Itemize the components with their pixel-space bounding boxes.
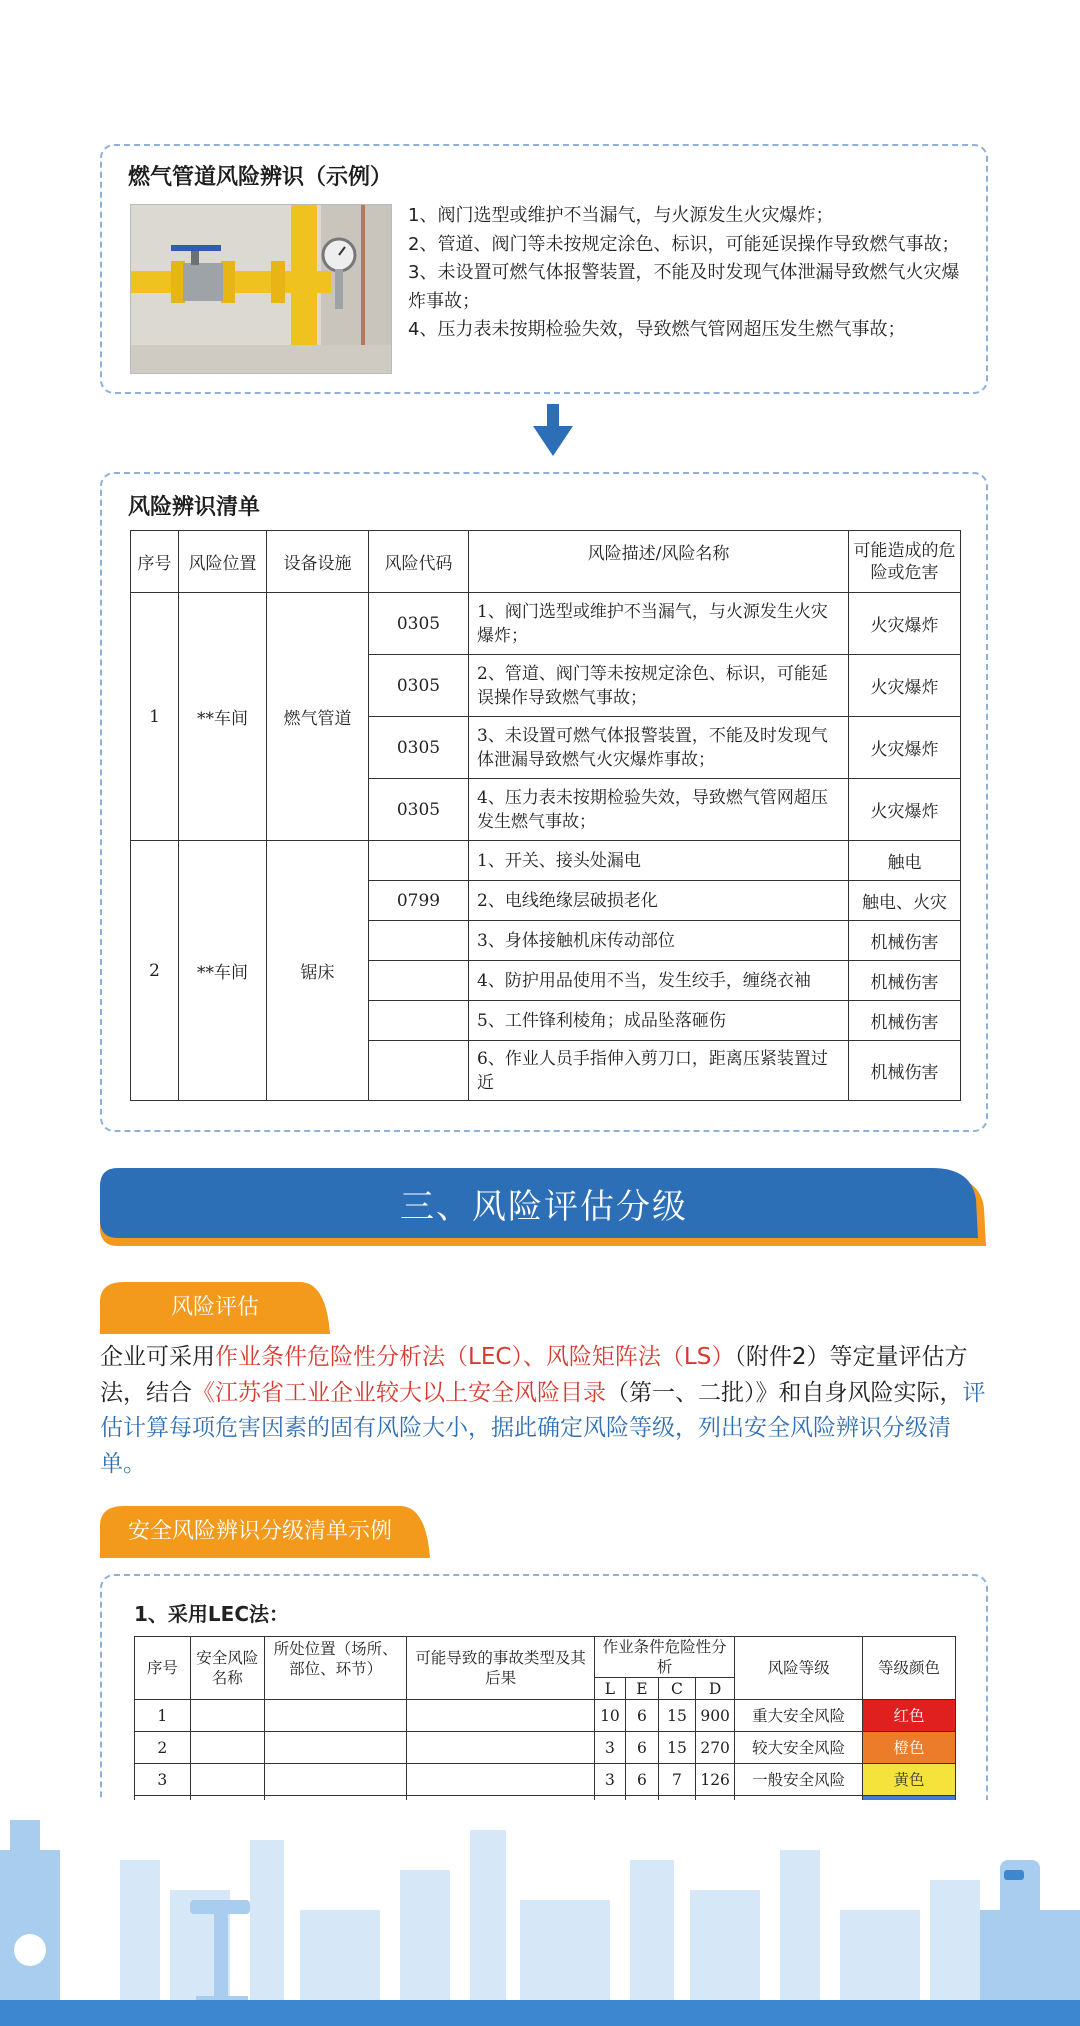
row-hazard: 机械伤害 bbox=[849, 1041, 961, 1101]
row-d: 270 bbox=[696, 1732, 735, 1764]
header-cell: C bbox=[658, 1678, 695, 1700]
header-cell: L bbox=[594, 1678, 625, 1700]
row-location: **车间 bbox=[179, 593, 267, 841]
row-hazard: 机械伤害 bbox=[849, 961, 961, 1001]
arrow-down-icon bbox=[533, 404, 573, 458]
row-name bbox=[190, 1732, 264, 1764]
row-code bbox=[369, 961, 469, 1001]
row-e: 6 bbox=[625, 1764, 658, 1796]
row-level: 较大安全风险 bbox=[735, 1732, 863, 1764]
lec-header-row bbox=[135, 1637, 956, 1678]
row-code: 0305 bbox=[369, 717, 469, 779]
gas-pipe-risk-card bbox=[100, 144, 988, 394]
row-no: 3 bbox=[135, 1764, 191, 1796]
row-level: 一般安全风险 bbox=[735, 1764, 863, 1796]
row-no: 2 bbox=[131, 841, 179, 1101]
header-cell: 风险等级 bbox=[735, 1637, 863, 1700]
row-no: 2 bbox=[135, 1732, 191, 1764]
row-accident bbox=[407, 1700, 595, 1732]
header-cell: 序号 bbox=[131, 531, 179, 593]
row-c: 15 bbox=[658, 1732, 695, 1764]
row-desc: 6、作业人员手指伸入剪刀口，距离压紧装置过近 bbox=[469, 1041, 849, 1101]
row-code bbox=[369, 1001, 469, 1041]
header-cell: 风险位置 bbox=[179, 531, 267, 593]
row-hazard: 触电 bbox=[849, 841, 961, 881]
risk-list-table bbox=[130, 530, 961, 1101]
row-hazard: 机械伤害 bbox=[849, 921, 961, 961]
row-hazard: 触电、火灾 bbox=[849, 881, 961, 921]
row-name bbox=[190, 1700, 264, 1732]
risk-list bbox=[408, 202, 964, 345]
row-desc: 4、压力表未按期检验失效，导致燃气管网超压发生燃气事故； bbox=[469, 779, 849, 841]
row-hazard: 火灾爆炸 bbox=[849, 593, 961, 655]
para-text: （附件2）等定量评估方法，结合 bbox=[100, 1344, 968, 1406]
row-color: 橙色 bbox=[863, 1732, 956, 1764]
header-cell: 等级颜色 bbox=[863, 1637, 956, 1700]
header-cell: 序号 bbox=[135, 1637, 191, 1700]
row-code bbox=[369, 841, 469, 881]
header-cell: 作业条件危险性分析 bbox=[594, 1637, 734, 1678]
header-cell: 所处位置（场所、部位、环节） bbox=[264, 1637, 406, 1700]
lec-title: 1、采用LEC法： bbox=[134, 1602, 289, 1626]
table-header-row bbox=[131, 531, 961, 593]
row-code: 0305 bbox=[369, 655, 469, 717]
row-no: 1 bbox=[131, 593, 179, 841]
row-l: 10 bbox=[594, 1700, 625, 1732]
row-equipment: 锯床 bbox=[267, 841, 369, 1101]
row-c: 15 bbox=[658, 1700, 695, 1732]
row-hazard: 火灾爆炸 bbox=[849, 779, 961, 841]
risk-assessment-tab bbox=[100, 1282, 330, 1334]
header-cell: 可能造成的危险或危害 bbox=[849, 531, 961, 593]
row-desc: 1、开关、接头处漏电 bbox=[469, 841, 849, 881]
tab-label: 安全风险辨识分级清单示例 bbox=[127, 1519, 392, 1544]
para-highlight-blue: 评估计算每项危害因素的固有风险大小，据此确定风险等级，列出安全风险辨识分级清单。 bbox=[100, 1379, 986, 1477]
gas-pipe-photo bbox=[130, 204, 392, 374]
row-equipment: 燃气管道 bbox=[267, 593, 369, 841]
row-c: 7 bbox=[658, 1764, 695, 1796]
row-color: 黄色 bbox=[863, 1764, 956, 1796]
row-d: 126 bbox=[696, 1764, 735, 1796]
row-place bbox=[264, 1732, 406, 1764]
row-l: 3 bbox=[594, 1732, 625, 1764]
assessment-paragraph bbox=[100, 1340, 990, 1482]
table-row bbox=[135, 1732, 956, 1764]
row-code: 0305 bbox=[369, 593, 469, 655]
row-accident bbox=[407, 1764, 595, 1796]
header-cell: 可能导致的事故类型及其后果 bbox=[407, 1637, 595, 1700]
risk-list-example-tab bbox=[100, 1506, 430, 1558]
risk-identification-card bbox=[100, 472, 988, 1132]
risk-item: 1、阀门选型或维护不当漏气，与火源发生火灾爆炸； bbox=[408, 205, 834, 226]
table-row bbox=[135, 1764, 956, 1796]
row-code: 0305 bbox=[369, 779, 469, 841]
row-e: 6 bbox=[625, 1700, 658, 1732]
row-color: 红色 bbox=[863, 1700, 956, 1732]
para-highlight-red: 作业条件危险性分析法（LEC）、风险矩阵法（LS） bbox=[215, 1344, 735, 1370]
industrial-skyline-decoration bbox=[0, 1800, 1080, 2026]
risk-item: 4、压力表未按期检验失效，导致燃气管网超压发生燃气事故； bbox=[408, 319, 906, 340]
para-text: （第一、二批）》和自身风险实际， bbox=[606, 1379, 963, 1406]
row-level: 重大安全风险 bbox=[735, 1700, 863, 1732]
risk-item: 3、未设置可燃气体报警装置，不能及时发现气体泄漏导致燃气火灾爆炸事故； bbox=[408, 262, 960, 312]
table-row bbox=[131, 593, 961, 655]
header-cell: 风险代码 bbox=[369, 531, 469, 593]
table-row bbox=[135, 1700, 956, 1732]
row-desc: 2、管道、阀门等未按规定涂色、标识，可能延误操作导致燃气事故； bbox=[469, 655, 849, 717]
tab-label: 风险评估 bbox=[170, 1295, 259, 1320]
row-l: 3 bbox=[594, 1764, 625, 1796]
row-code: 0799 bbox=[369, 881, 469, 921]
header-cell: E bbox=[625, 1678, 658, 1700]
header-cell: D bbox=[696, 1678, 735, 1700]
header-cell: 设备设施 bbox=[267, 531, 369, 593]
row-name bbox=[190, 1764, 264, 1796]
row-code bbox=[369, 1041, 469, 1101]
row-desc: 5、工件锋利棱角；成品坠落砸伤 bbox=[469, 1001, 849, 1041]
card-title: 风险辨识清单 bbox=[128, 495, 261, 520]
row-code bbox=[369, 921, 469, 961]
para-text: 企业可采用 bbox=[100, 1344, 215, 1370]
row-hazard: 机械伤害 bbox=[849, 1001, 961, 1041]
card-title: 燃气管道风险辨识（示例） bbox=[128, 165, 393, 190]
row-place bbox=[264, 1764, 406, 1796]
row-location: **车间 bbox=[179, 841, 267, 1101]
row-desc: 1、阀门选型或维护不当漏气，与火源发生火灾爆炸； bbox=[469, 593, 849, 655]
section-banner bbox=[100, 1168, 988, 1246]
gas-pipe-illustration bbox=[131, 205, 391, 373]
row-hazard: 火灾爆炸 bbox=[849, 655, 961, 717]
risk-item: 2、管道、阀门等未按规定涂色、标识，可能延误操作导致燃气事故； bbox=[408, 233, 960, 255]
table-row bbox=[131, 841, 961, 881]
header-cell: 安全风险名称 bbox=[190, 1637, 264, 1700]
section-title: 三、风险评估分级 bbox=[400, 1187, 688, 1227]
row-no: 1 bbox=[135, 1700, 191, 1732]
header-cell: 风险描述/风险名称 bbox=[469, 531, 849, 593]
para-highlight-red: 《江苏省工业企业较大以上安全风险目录 bbox=[192, 1379, 606, 1406]
row-hazard: 火灾爆炸 bbox=[849, 717, 961, 779]
row-desc: 3、身体接触机床传动部位 bbox=[469, 921, 849, 961]
row-e: 6 bbox=[625, 1732, 658, 1764]
row-d: 900 bbox=[696, 1700, 735, 1732]
row-desc: 4、防护用品使用不当，发生绞手，缠绕衣袖 bbox=[469, 961, 849, 1001]
row-place bbox=[264, 1700, 406, 1732]
row-desc: 3、未设置可燃气体报警装置，不能及时发现气体泄漏导致燃气火灾爆炸事故； bbox=[469, 717, 849, 779]
row-accident bbox=[407, 1732, 595, 1764]
row-desc: 2、电线绝缘层破损老化 bbox=[469, 881, 849, 921]
